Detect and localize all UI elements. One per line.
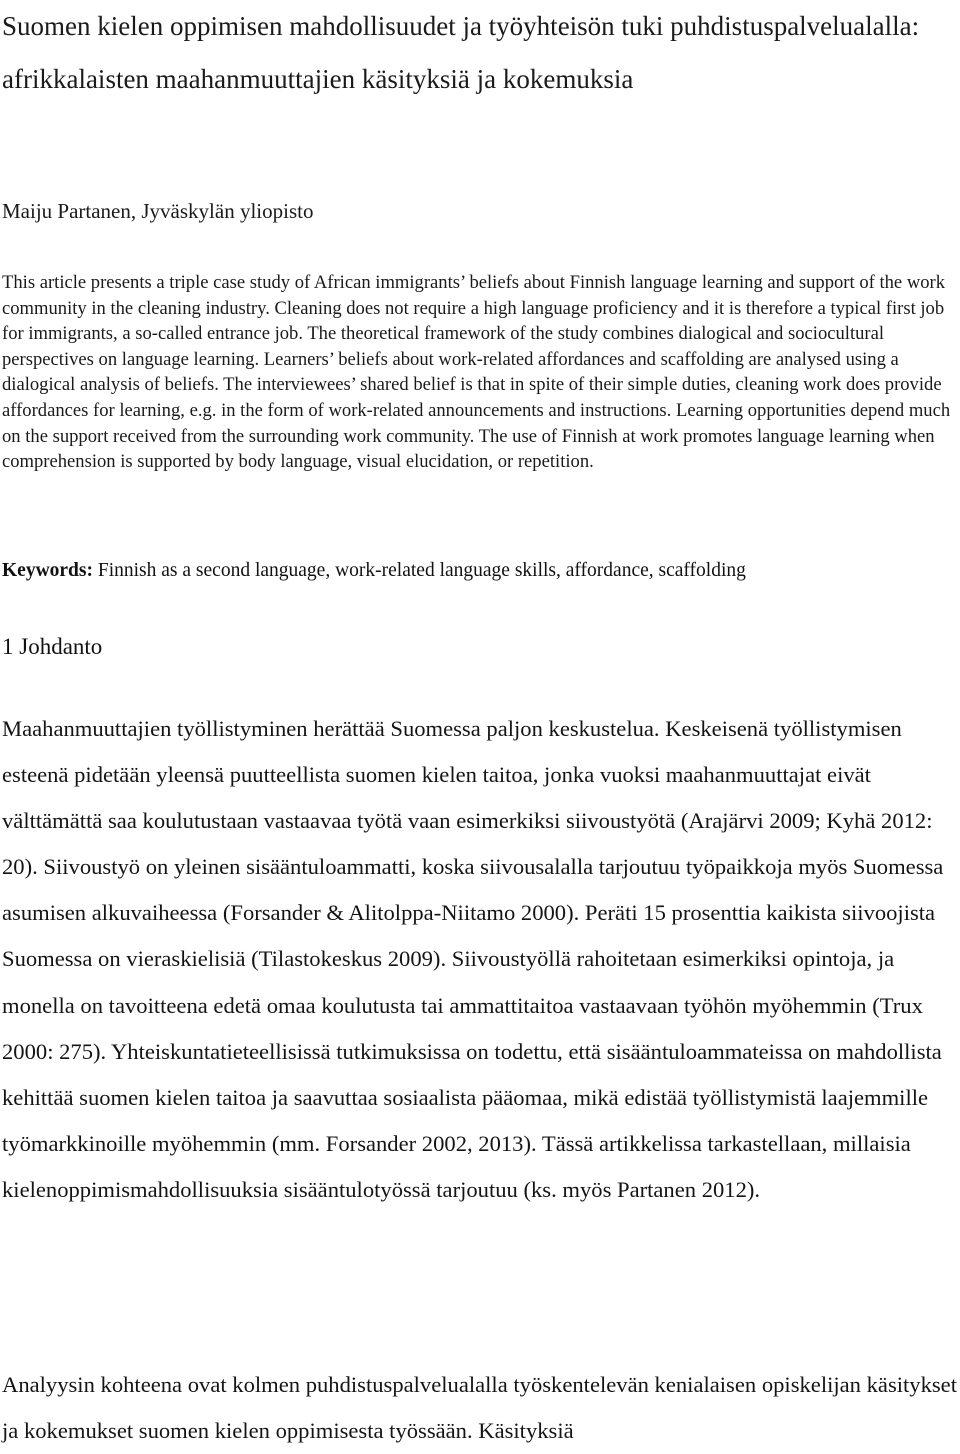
keywords-text: Finnish as a second language, work-related language skills, affordance, scaffolding [97,560,746,581]
body-paragraph: Maahanmuuttajien työllistyminen herättää Suomessa paljon keskustelua. Keskeisenä työllistymisen esteenä pidetään yleensä puutteellista suomen kielen taitoa, jonka vuoksi maahanmuuttajat eivät välttämättä saa koulutustaan vastaavaa työtä vaan esimerkiksi siivoustyötä (Arajärvi 2009; Kyhä 2012: 20). Siivoustyö on yleinen sisääntuloammatti, koska siivousalalla tarjoutuu työpaikkoja myös Suomessa asumisen alkuvaiheessa (Forsander & Alitolppa-Niitamo 2000). Peräti 15 prosenttia kaikista siivoojista Suomessa on vieraskielisiä (Tilastokeskus 2009). Siivoustyöllä rahoitetaan esimerkiksi opintoja, ja monella on tavoitteena edetä omaa koulutusta tai ammattitaitoa vastaavaan työhön myöhemmin (Trux 2000: 275). Yhteiskuntatieteellisissä tutkimuksissa on todettu, että sisääntuloammateissa on mahdollista kehittää suomen kielen taitoa ja saavuttaa sosiaalista pääomaa, mikä edistää työllistymistä laajemmille työmarkkinoille myöhemmin (mm. Forsander 2002, 2013). Tässä artikkelissa tarkastellaan, millaisia kielenoppimismahdollisuuksia sisääntulotyössä tarjoutuu (ks. myös Partanen 2012). [2,716,944,1202]
body-paragraph: Analyysin kohteena ovat kolmen puhdistuspalvelualalla työskentelevän kenialaisen opiskelijan käsitykset ja kokemukset suomen kielen oppimisesta työssään. Käsityksiä [2,1372,957,1444]
article-title: Suomen kielen oppimisen mahdollisuudet ja työyhteisön tuki puhdistuspalvelualalla: afrikkalaisten maahanmuuttajien käsityksiä ja kokemuksia [2,11,920,94]
author-affiliation: Maiju Partanen, Jyväskylän yliopisto [2,199,314,223]
abstract-text: This article presents a triple case study of African immigrants’ beliefs about Finnish language learning and support of the work community in the cleaning industry. Cleaning does not require a high language proficiency and it is therefore a typical first job for immigrants, a so-called entrance job. The theoretical framework of the study combines dialogical and sociocultural perspectives on language learning. Learners’ beliefs about work-related affordances and scaffolding are analysed using a dialogical analysis of beliefs. The interviewees’ shared belief is that in spite of their simple duties, cleaning work does provide affordances for learning, e.g. in the form of work-related announcements and instructions. Learning opportunities depend much on the support received from the surrounding work community. The use of Finnish at work promotes language learning when comprehension is supported by body language, visual elucidation, or repetition. [2,272,951,473]
keywords-label: Keywords: [2,560,93,581]
section-heading: 1 Johdanto [2,634,103,659]
keywords-line [2,557,956,585]
